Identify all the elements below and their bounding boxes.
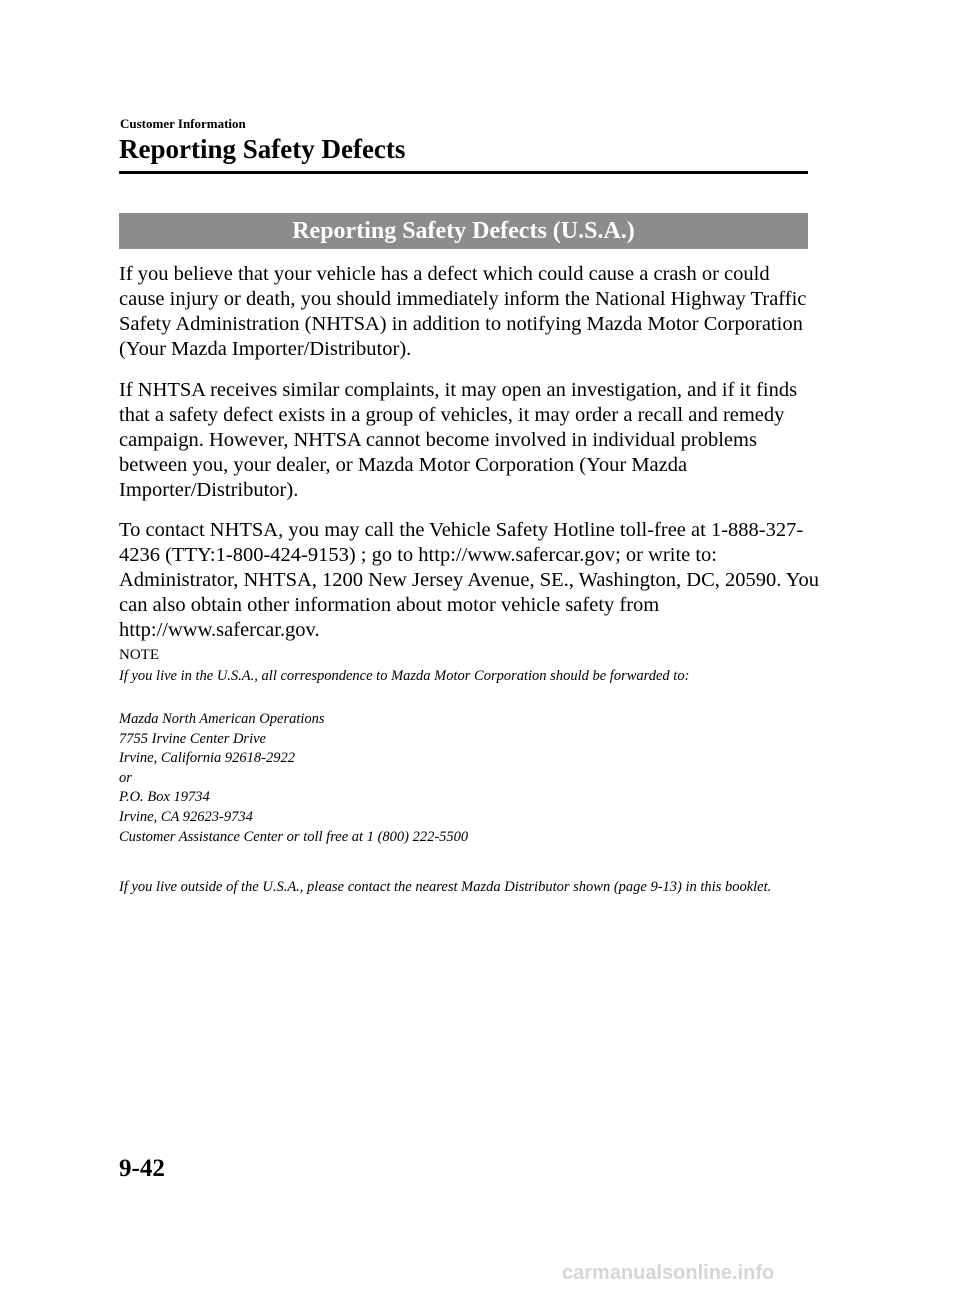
address-line: Mazda North American Operations <box>119 711 325 727</box>
address-line: Irvine, CA 92623-9734 <box>119 808 253 825</box>
mazda-address-block <box>119 710 468 847</box>
paragraph-report-defect: If you believe that your vehicle has a defect which could cause a crash or could cause injury or death, you should immediately inform the National Highway Traffic Safety Administration (NHTSA) in addition to notifying Mazda Motor Corporation (Your Mazda Importer/Distributor). <box>119 263 807 360</box>
address-line: Irvine, California 92618-2922 <box>119 750 296 767</box>
watermark: carmanualsonline.info <box>562 1262 775 1284</box>
page-number: 9-42 <box>119 1155 165 1182</box>
note-intro: If you live in the U.S.A., all correspondence to Mazda Motor Corporation should be forwarded to: <box>119 668 690 684</box>
address-line: or <box>119 769 132 786</box>
paragraph-contact-nhtsa: To contact NHTSA, you may call the Vehicle Safety Hotline toll-free at 1-888-327-4236 (TTY:1-800-424-9153) ; go to http://www.safercar.gov; or write to: Administrator, NHTSA, 1200 New Jersey Avenue, SE., Washington, DC, 20590. You can also obtain other information about motor vehicle safety from http://www.safercar.gov. <box>119 519 820 641</box>
address-line: P.O. Box 19734 <box>119 789 210 806</box>
section-banner: Reporting Safety Defects (U.S.A.) <box>119 213 808 249</box>
note-outro: If you live outside of the U.S.A., please contact the nearest Mazda Distributor shown (page 9-13) in this booklet. <box>119 879 772 895</box>
section-label: Customer Information <box>120 116 246 131</box>
note-title: NOTE <box>119 647 159 663</box>
paragraph-investigation: If NHTSA receives similar complaints, it may open an investigation, and if it finds that a safety defect exists in a group of vehicles, it may order a recall and remedy campaign. However, NHTSA cannot become involved in individual problems between you, your dealer, or Mazda Motor Corporation (Your Mazda Importer/Distributor). <box>119 379 798 501</box>
page-title: Reporting Safety Defects <box>119 134 406 164</box>
heading-divider <box>119 171 808 174</box>
address-line: Customer Assistance Center or toll free at 1 (800) 222-5500 <box>119 828 469 845</box>
address-line: 7755 Irvine Center Drive <box>119 730 266 747</box>
